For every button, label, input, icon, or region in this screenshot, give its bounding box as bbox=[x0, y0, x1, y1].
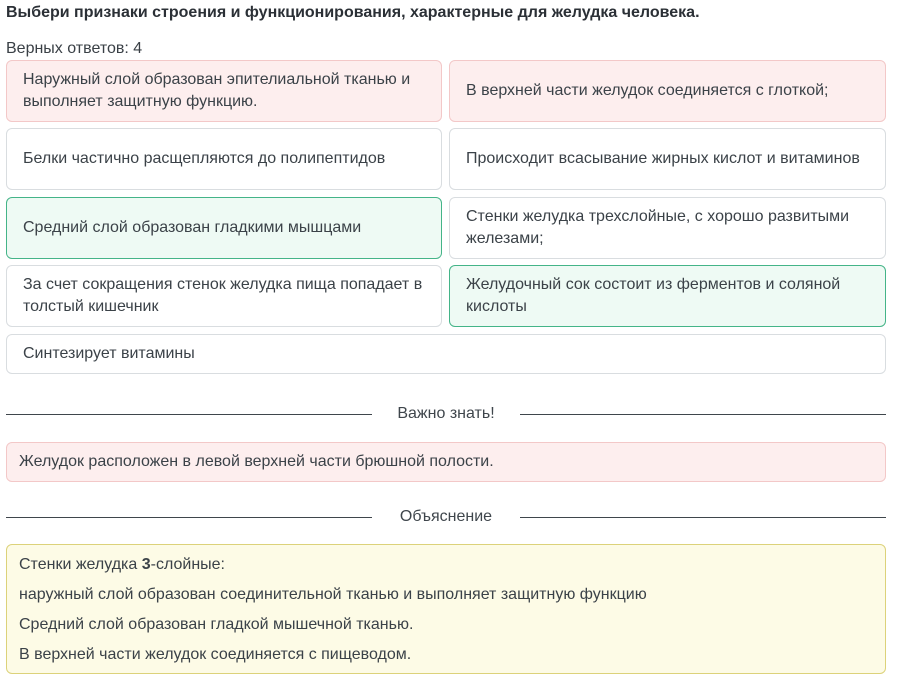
divider-line bbox=[520, 414, 886, 415]
divider-line bbox=[6, 414, 372, 415]
answer-option[interactable] bbox=[6, 60, 442, 122]
answer-option[interactable] bbox=[6, 334, 886, 374]
divider-line bbox=[520, 517, 886, 518]
explanation-heading: Объяснение bbox=[399, 508, 493, 525]
answer-option[interactable] bbox=[449, 197, 886, 259]
answer-option-text: Наружный слой образован эпителиальной тканью и выполняет защитную функцию. bbox=[23, 71, 411, 110]
answer-option[interactable] bbox=[449, 60, 886, 122]
explanation-bold-number: 3 bbox=[141, 556, 151, 573]
explanation-divider bbox=[6, 507, 886, 527]
answer-option-text: Белки частично расщепляются до полипептидов bbox=[23, 150, 386, 167]
answer-option-text: Средний слой образован гладкими мышцами bbox=[23, 219, 362, 236]
explanation-box bbox=[6, 544, 886, 674]
important-fact-box bbox=[6, 442, 886, 482]
answer-option[interactable] bbox=[6, 128, 442, 190]
important-fact-text: Желудок расположен в левой верхней части брюшной полости. bbox=[19, 453, 494, 470]
answer-option[interactable] bbox=[449, 265, 886, 327]
explanation-line: наружный слой образован соединительной тканью и выполняет защитную функцию bbox=[19, 586, 647, 603]
explanation-text: Стенки желудка bbox=[19, 556, 142, 573]
explanation-text: -слойные: bbox=[150, 556, 225, 573]
answer-option-text: В верхней части желудок соединяется с глоткой; bbox=[466, 82, 829, 99]
explanation-line: Средний слой образован гладкой мышечной тканью. bbox=[19, 616, 414, 633]
answer-option-text: Синтезирует витамины bbox=[23, 345, 195, 362]
answer-option-text: Стенки желудка трехслойные, с хорошо развитыми железами; bbox=[466, 208, 850, 247]
explanation-line: В верхней части желудок соединяется с пищеводом. bbox=[19, 646, 412, 663]
explanation-line bbox=[19, 553, 873, 583]
answer-option[interactable] bbox=[6, 265, 442, 327]
important-divider bbox=[6, 404, 886, 424]
divider-line bbox=[6, 517, 372, 518]
answer-option-text: Желудочный сок состоит из ферментов и соляной кислоты bbox=[466, 276, 841, 315]
important-heading: Важно знать! bbox=[397, 405, 495, 422]
answer-option[interactable] bbox=[6, 197, 442, 259]
question-title: Выбери признаки строения и функционирования, характерные для желудка человека. bbox=[6, 4, 700, 21]
answer-option[interactable] bbox=[449, 128, 886, 190]
answer-option-text: Происходит всасывание жирных кислот и витаминов bbox=[466, 150, 860, 167]
correct-answers-count: Верных ответов: 4 bbox=[6, 40, 143, 57]
answer-option-text: За счет сокращения стенок желудка пища попадает в толстый кишечник bbox=[23, 276, 423, 315]
